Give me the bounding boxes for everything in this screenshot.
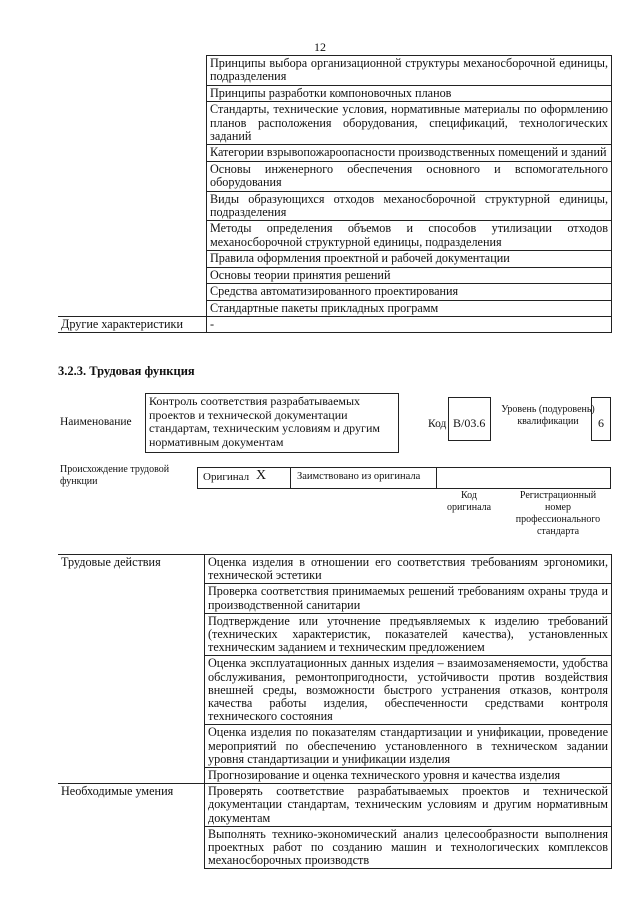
knowledge-item: Принципы выбора организационной структуры механосборочной единицы, подразделения (207, 56, 612, 86)
other-label: Другие характеристики (58, 316, 207, 332)
page-number: 12 (314, 40, 326, 54)
knowledge-item: Виды образующихся отходов механосборочной структурной единицы, подразделения (207, 191, 612, 221)
knowledge-item: Основы теории принятия решений (207, 267, 612, 283)
level-label: Уровень (подуровень) квалификации (501, 404, 595, 427)
knowledge-table (58, 55, 612, 333)
section-title: 3.2.3. Трудовая функция (58, 364, 195, 378)
knowledge-item: Средства автоматизированного проектирования (207, 284, 612, 300)
skill-item: Выполнять технико-экономический анализ целесообразности выполнения проектных работ по созданию машин и технологических комплексов механосборочных производств (205, 826, 612, 869)
knowledge-item: Стандарты, технические условия, нормативные материалы по оформлению планов расположения оборудования, спецификаций, технологических заданий (207, 102, 612, 145)
knowledge-item: Основы инженерного обеспечения основного и вспомогательного оборудования (207, 161, 612, 191)
knowledge-item: Стандартные пакеты прикладных программ (207, 300, 612, 316)
skills-label: Необходимые умения (58, 784, 205, 869)
skill-item: Проверять соответствие разрабатываемых проектов и технической документации стандартам, техническим условиям и другим нормативным документам (205, 784, 612, 827)
action-item: Оценка эксплуатационных данных изделия – взаимозаменяемости, удобства обслуживания, ремонтопригодности, устойчивости против воздействия внешней среды, возможности быстрого устранения отказов, контроля качества работы изделия, обеспеченности средствами контроля технического состояния (205, 656, 612, 725)
reg-caption: Регистрационный номер профессионального стандарта (515, 490, 601, 537)
code-caption: Код оригинала (446, 490, 492, 513)
code-value: В/03.6 (448, 397, 491, 441)
level-value: 6 (591, 397, 611, 441)
action-item: Проверка соответствия принимаемых решений требованиям охраны труда и производственной санитарии (205, 584, 612, 613)
action-item: Прогнозирование и оценка технического уровня и качества изделия (205, 768, 612, 784)
original-mark: X (256, 468, 267, 483)
knowledge-row (58, 56, 612, 86)
borrowed-label: Заимствовано из оригинала (297, 471, 421, 482)
function-name: Контроль соответствия разрабатываемых проектов и технической документации стандартам, техническим условиям и другим нормативным документам (145, 393, 399, 453)
action-row (58, 555, 612, 584)
code-label: Код (428, 418, 447, 430)
skill-row (58, 784, 612, 827)
knowledge-item: Правила оформления проектной и рабочей документации (207, 251, 612, 267)
knowledge-label-cell (58, 56, 207, 317)
knowledge-item: Методы определения объемов и способов утилизации отходов механосборочной структурной единицы, подразделения (207, 221, 612, 251)
original-label: Оригинал (203, 471, 250, 483)
name-label: Наименование (60, 416, 132, 428)
actions-label: Трудовые действия (58, 555, 205, 784)
origin-label: Происхождение трудовой функции (60, 464, 170, 487)
action-item: Оценка изделия в отношении его соответствия требованиям эргономики, технической эстетики (205, 555, 612, 584)
action-item: Оценка изделия по показателям стандартизации и унификации, проведение мероприятий по обеспечению установленного в техническом задании уровня стандартизации и унификации изделия (205, 725, 612, 768)
knowledge-item: Категории взрывопожароопасности производственных помещений и зданий (207, 145, 612, 161)
other-value: - (207, 316, 612, 332)
action-item: Подтверждение или уточнение предъявляемых к изделию требований (технических характеристик, показателей качества), установленных техническим заданием и техническим предложением (205, 613, 612, 656)
actions-table (58, 554, 612, 869)
knowledge-item: Принципы разработки компоновочных планов (207, 85, 612, 101)
